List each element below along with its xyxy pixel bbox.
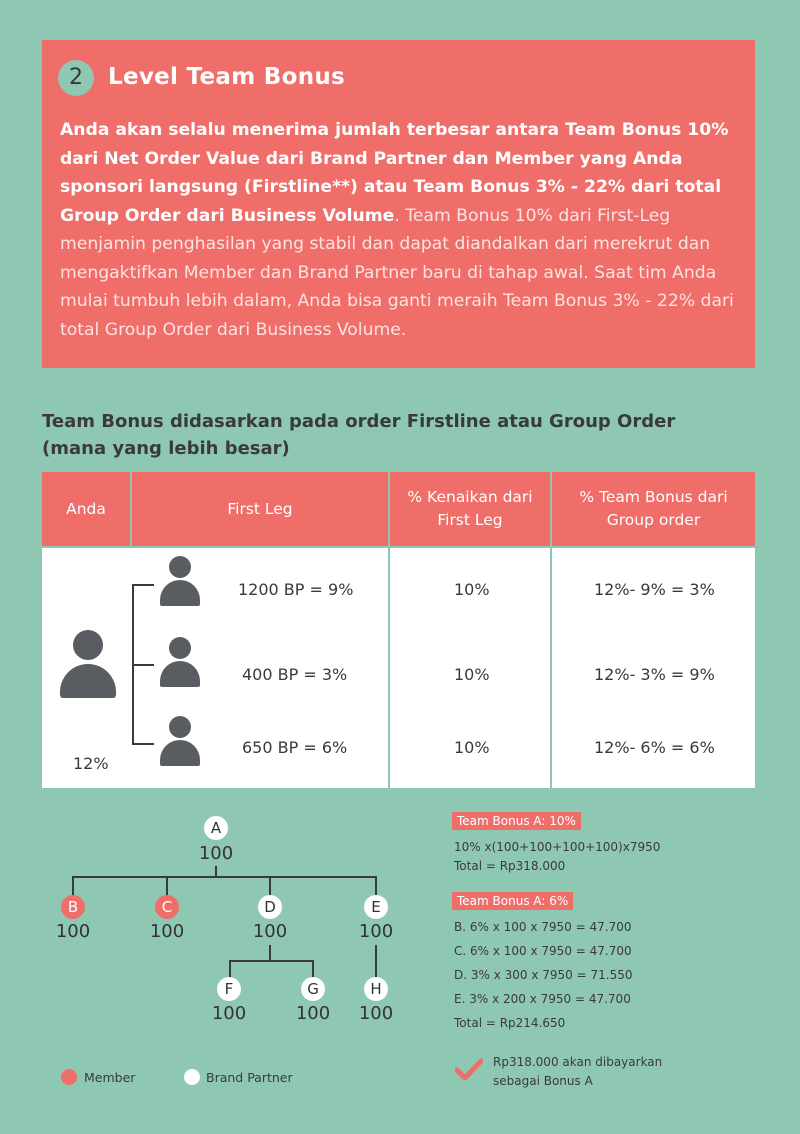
row3-kenaikan: 10% [454, 738, 490, 757]
calc-line-d: D. 3% x 300 x 7950 = 71.550 [454, 968, 633, 982]
table-body [42, 548, 755, 788]
panel-body [60, 116, 740, 344]
tree-value-c: 100 [149, 921, 185, 942]
tree-node-a: A [204, 816, 228, 840]
tree-node-h: H [364, 977, 388, 1001]
tree-value-h: 100 [358, 1003, 394, 1024]
tree-value-d: 100 [252, 921, 288, 942]
tree-value-g: 100 [295, 1003, 331, 1024]
row2-first-leg: 400 BP = 3% [242, 665, 348, 684]
row1-kenaikan: 10% [454, 580, 490, 599]
anda-value: 12% [73, 754, 109, 773]
team-bonus-table [42, 472, 755, 788]
header-team-bonus: % Team Bonus dari Group order [552, 472, 755, 546]
row3-first-leg: 650 BP = 6% [242, 738, 348, 757]
tree-node-d: D [258, 895, 282, 919]
checkmark-icon [455, 1058, 483, 1082]
calc-total-1: Total = Rp318.000 [454, 859, 566, 873]
header-first-leg: First Leg [132, 472, 388, 546]
panel-title: Level Team Bonus [108, 64, 346, 90]
panel-light-text: . Team Bonus 10% dari First-Leg menjamin penghasilan yang stabil dan dapat diandalkan dari merekrut dan mengaktifkan Member dan Brand Partner baru di tahap awal. Saat tim Anda mulai tumbuh lebih dalam, Anda bisa ganti meraih Team Bonus 3% - 22% dari total Group Order dari Business Volume. [60, 205, 734, 340]
header-kenaikan: % Kenaikan dari First Leg [390, 472, 550, 546]
team-bonus-6-tag: Team Bonus A: 6% [452, 892, 573, 910]
row1-team-bonus: 12%- 9% = 3% [594, 580, 715, 599]
calc-line-1: 10% x(100+100+100+100)x7950 [454, 840, 661, 854]
team-bonus-10-tag: Team Bonus A: 10% [452, 812, 581, 830]
tree-value-e: 100 [358, 921, 394, 942]
calc-line-c: C. 6% x 100 x 7950 = 47.700 [454, 944, 632, 958]
panel-bold-text: Anda akan selalu menerima jumlah terbesar antara Team Bonus 10% dari Net Order Value dari Brand Partner dan Member yang Anda sponsori langsung (Firstline**) atau Team Bonus 3% - 22% dari total Group Order dari Business Volume [60, 120, 729, 226]
tree-node-b: B [61, 895, 85, 919]
tree-value-f: 100 [211, 1003, 247, 1024]
brand-partner-legend-dot [184, 1069, 200, 1085]
section-heading: Team Bonus didasarkan pada order Firstline atau Group Order (mana yang lebih besar) [42, 411, 676, 459]
header-anda: Anda [42, 472, 130, 546]
tree-value-b: 100 [55, 921, 91, 942]
intro-panel [42, 40, 755, 368]
row2-kenaikan: 10% [454, 665, 490, 684]
row3-team-bonus: 12%- 6% = 6% [594, 738, 715, 757]
calc-line-e: E. 3% x 200 x 7950 = 47.700 [454, 992, 631, 1006]
member-legend-label: Member [84, 1070, 136, 1085]
tree-node-f: F [217, 977, 241, 1001]
tree-node-g: G [301, 977, 325, 1001]
tree-node-c: C [155, 895, 179, 919]
member-legend-dot [61, 1069, 77, 1085]
step-number-badge: 2 [58, 60, 94, 96]
brand-partner-legend-label: Brand Partner [206, 1070, 293, 1085]
calc-total-2: Total = Rp214.650 [454, 1016, 566, 1030]
tree-value-a: 100 [198, 843, 234, 864]
tree-node-e: E [364, 895, 388, 919]
result-line-1: Rp318.000 akan dibayarkan [493, 1055, 663, 1069]
result-line-2: sebagai Bonus A [493, 1074, 593, 1088]
calc-line-b: B. 6% x 100 x 7950 = 47.700 [454, 920, 632, 934]
row1-first-leg: 1200 BP = 9% [238, 580, 354, 599]
row2-team-bonus: 12%- 3% = 9% [594, 665, 715, 684]
